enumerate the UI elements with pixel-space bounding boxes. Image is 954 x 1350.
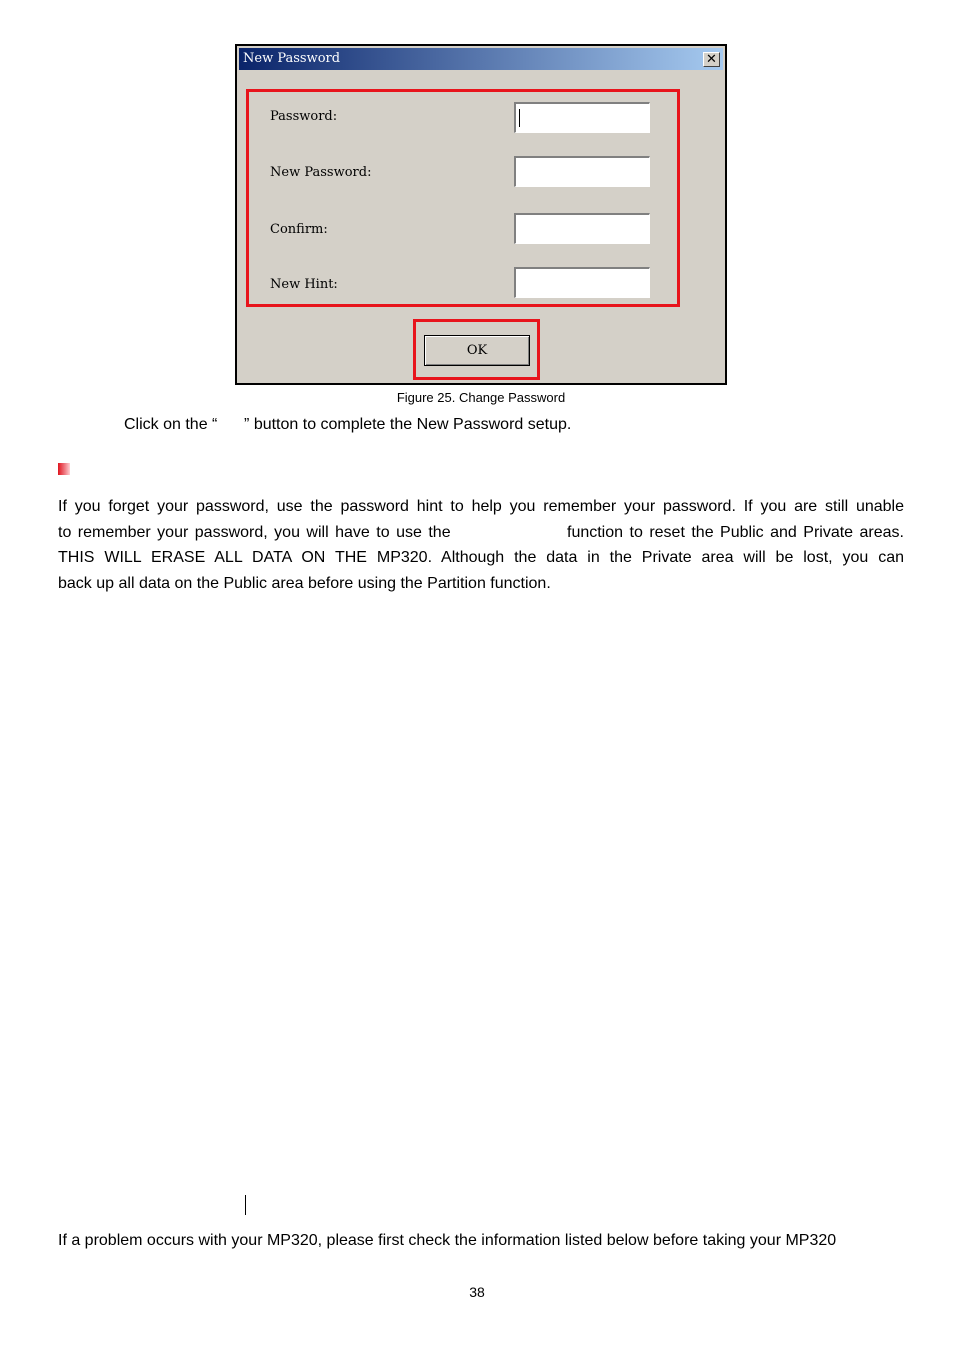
page-number: 38 [469, 1284, 485, 1300]
section-bullet-icon [58, 463, 70, 475]
new-password-label: New Password: [270, 165, 372, 180]
dialog-title: New Password [243, 51, 341, 66]
new-hint-label: New Hint: [270, 277, 338, 292]
close-button[interactable] [703, 52, 720, 67]
close-icon: ✕ [706, 52, 717, 67]
paragraph-line: If you forget your password, use the password hint to help you remember your password. If you are still unable [58, 498, 904, 515]
password-label: Password: [270, 109, 338, 124]
text-caret [519, 109, 520, 127]
troubleshooting-intro: If a problem occurs with your MP320, please first check the information listed below before taking your MP320 [58, 1232, 837, 1249]
confirm-field[interactable] [514, 213, 650, 244]
paragraph-line: back up all data on the Public area before using the Partition function. [58, 574, 551, 592]
figure-caption: Figure 25. Change Password [396, 390, 566, 405]
paragraph-line: to remember your password, you will have to use the function to reset the Public and Private areas. [58, 523, 904, 541]
new-password-field[interactable] [514, 156, 650, 187]
forgot-password-paragraph [58, 494, 904, 596]
dialog-titlebar [239, 48, 723, 70]
paragraph-line: THIS WILL ERASE ALL DATA ON THE MP320. Although the data in the Private area will be lost, you can [58, 549, 904, 566]
confirm-label: Confirm: [270, 222, 328, 237]
vertical-bar [245, 1195, 246, 1215]
instruction-text: Click on the “ ” button to complete the New Password setup. [124, 416, 572, 433]
new-hint-field[interactable] [514, 267, 650, 298]
ok-button[interactable]: OK [424, 335, 530, 366]
new-password-dialog [235, 44, 727, 385]
password-field[interactable] [514, 102, 650, 133]
